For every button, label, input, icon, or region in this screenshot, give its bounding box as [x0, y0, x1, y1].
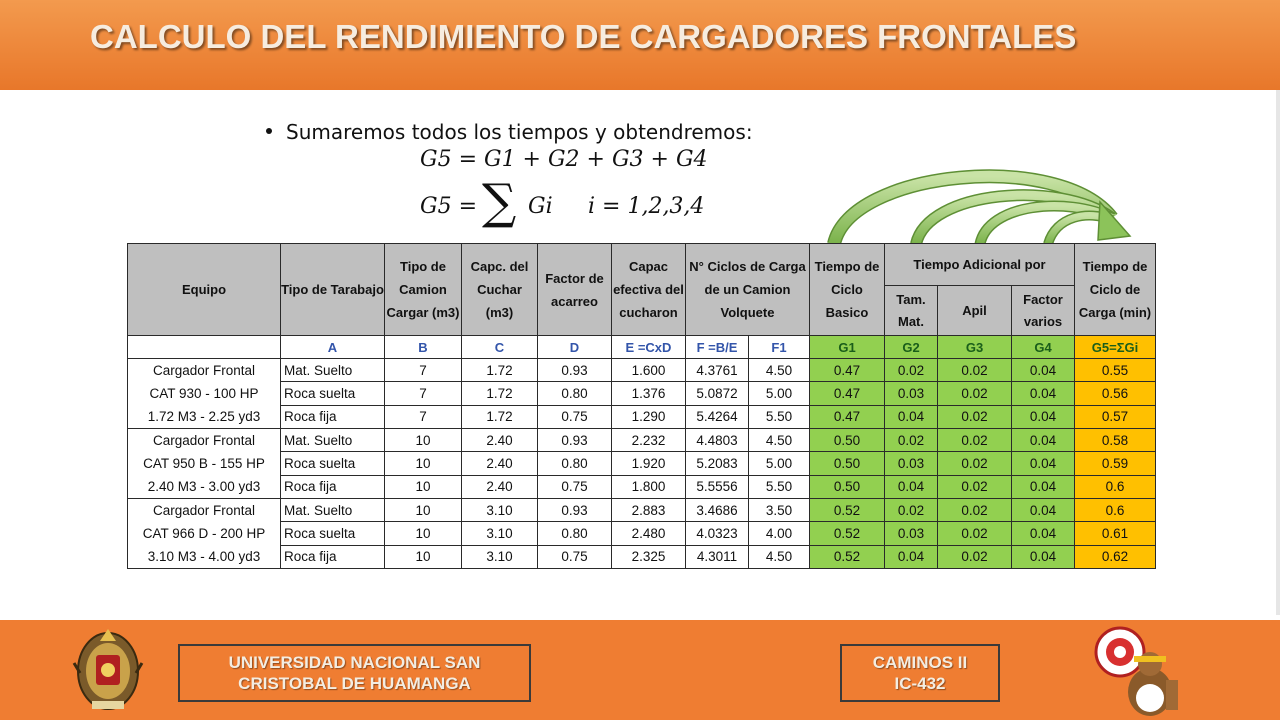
header-tipo-camion: Tipo de Camion Cargar (m3)	[385, 244, 462, 336]
letter-f: F =B/E	[686, 336, 749, 359]
cell: 2.40	[462, 452, 538, 475]
table-row	[128, 452, 1156, 475]
cell: 2.480	[612, 522, 686, 545]
cell: 5.50	[749, 405, 810, 428]
equipment-cell	[128, 499, 281, 569]
cell: 0.04	[1012, 499, 1075, 522]
cell: 2.883	[612, 499, 686, 522]
table-row	[128, 475, 1156, 498]
equipment-line: CAT 966 D - 200 HP	[142, 526, 266, 541]
cell: 0.75	[538, 405, 612, 428]
cell: 4.50	[749, 359, 810, 382]
cell: 7	[385, 405, 462, 428]
cell: 0.52	[810, 499, 885, 522]
cell: 0.62	[1075, 545, 1156, 568]
equipment-line: CAT 930 - 100 HP	[149, 386, 259, 401]
cell: 0.50	[810, 429, 885, 452]
cell: 0.04	[1012, 522, 1075, 545]
equipment-line: 3.10 M3 - 4.00 yd3	[147, 549, 261, 564]
cell: 0.58	[1075, 429, 1156, 452]
letter-c: C	[462, 336, 538, 359]
cell: 0.75	[538, 545, 612, 568]
cell: Roca suelta	[281, 452, 385, 475]
cell: 7	[385, 359, 462, 382]
cell: 0.04	[1012, 429, 1075, 452]
cell: 3.50	[749, 499, 810, 522]
cell: 0.02	[938, 429, 1012, 452]
cell: Roca suelta	[281, 382, 385, 405]
engineering-mascot-icon	[1090, 620, 1185, 720]
cell: 0.50	[810, 452, 885, 475]
cell: 5.50	[749, 475, 810, 498]
cell: 3.10	[462, 499, 538, 522]
cell: 10	[385, 499, 462, 522]
right-edge-strip	[1276, 90, 1280, 615]
cell: 0.02	[938, 545, 1012, 568]
letter-g3: G3	[938, 336, 1012, 359]
bullet-text	[266, 120, 753, 144]
slide-title: CALCULO DEL RENDIMIENTO DE CARGADORES FRONTALES	[90, 18, 1077, 55]
table-row	[128, 359, 1156, 382]
cell: 0.04	[885, 405, 938, 428]
table-row	[128, 429, 1156, 452]
cell: 5.4264	[686, 405, 749, 428]
cell: 0.02	[938, 522, 1012, 545]
cell: Mat. Suelto	[281, 499, 385, 522]
cell: 0.02	[938, 452, 1012, 475]
university-crest-icon	[72, 623, 144, 715]
cell: 5.0872	[686, 382, 749, 405]
course-line1: CAMINOS II	[872, 653, 968, 672]
cell: 5.00	[749, 382, 810, 405]
equipment-line: Cargador Frontal	[152, 363, 256, 378]
equipment-line: CAT 950 B - 155 HP	[143, 456, 265, 471]
cell: 1.72	[462, 359, 538, 382]
cell: 0.52	[810, 522, 885, 545]
cell: 10	[385, 452, 462, 475]
course-line2: IC-432	[894, 674, 946, 693]
cell: 0.02	[938, 405, 1012, 428]
curved-arrows-graphic	[820, 160, 1140, 250]
formula-sum-expanded: G5 = G1 + G2 + G3 + G4	[420, 147, 708, 172]
university-label-box	[178, 644, 531, 702]
cell: 10	[385, 545, 462, 568]
letter-blank	[128, 336, 281, 359]
cell: 4.50	[749, 429, 810, 452]
university-line1: UNIVERSIDAD NACIONAL SAN	[228, 653, 481, 672]
footer-bar	[0, 620, 1280, 720]
equipment-line: 1.72 M3 - 2.25 yd3	[147, 409, 261, 424]
letter-a: A	[281, 336, 385, 359]
cell: 0.6	[1075, 475, 1156, 498]
cell: 0.93	[538, 429, 612, 452]
cell: 0.04	[885, 475, 938, 498]
cell: 2.325	[612, 545, 686, 568]
cell: 3.10	[462, 545, 538, 568]
formula-sum-left: G5 =	[420, 194, 477, 219]
cell: Roca fija	[281, 405, 385, 428]
cell: 0.93	[538, 499, 612, 522]
cell: 0.02	[938, 359, 1012, 382]
cell: 4.50	[749, 545, 810, 568]
cell: 1.800	[612, 475, 686, 498]
bullet-dot-icon	[266, 128, 272, 134]
cell: 0.57	[1075, 405, 1156, 428]
cell: 0.03	[885, 382, 938, 405]
title-bar	[0, 0, 1280, 90]
cell: 0.80	[538, 452, 612, 475]
cell: 0.80	[538, 522, 612, 545]
cell: 2.40	[462, 475, 538, 498]
university-line2: CRISTOBAL DE HUAMANGA	[238, 674, 471, 693]
letter-b: B	[385, 336, 462, 359]
letter-g5: G5=ΣGi	[1075, 336, 1156, 359]
cell: 0.04	[1012, 405, 1075, 428]
equipment-cell	[128, 359, 281, 429]
cell: 0.47	[810, 405, 885, 428]
letter-g1: G1	[810, 336, 885, 359]
cell: 0.04	[1012, 382, 1075, 405]
cell: 7	[385, 382, 462, 405]
cell: 0.04	[1012, 359, 1075, 382]
table-row	[128, 545, 1156, 568]
cell: 0.75	[538, 475, 612, 498]
header-tam-mat: Tam. Mat.	[885, 286, 938, 336]
header-capac-efectiva: Capac efectiva del cucharon	[612, 244, 686, 336]
table-row	[128, 405, 1156, 428]
cell: Mat. Suelto	[281, 359, 385, 382]
cell: 0.04	[1012, 545, 1075, 568]
cell: 0.59	[1075, 452, 1156, 475]
cell: 1.72	[462, 405, 538, 428]
cell: Roca suelta	[281, 522, 385, 545]
table-row	[128, 382, 1156, 405]
letter-f1: F1	[749, 336, 810, 359]
cell: 2.40	[462, 429, 538, 452]
letter-e: E =CxD	[612, 336, 686, 359]
cell: 1.72	[462, 382, 538, 405]
cell: 4.3761	[686, 359, 749, 382]
arrow-head-icon	[1098, 202, 1130, 240]
cell: 0.02	[885, 359, 938, 382]
cell: 0.47	[810, 382, 885, 405]
cell: 10	[385, 475, 462, 498]
cell: 0.47	[810, 359, 885, 382]
header-capc-cuchar: Capc. del Cuchar (m3)	[462, 244, 538, 336]
cell: 3.10	[462, 522, 538, 545]
letter-g2: G2	[885, 336, 938, 359]
bullet-label: Sumaremos todos los tiempos y obtendremos:	[286, 120, 753, 144]
header-ciclos: N° Ciclos de Carga de un Camion Volquete	[686, 244, 810, 336]
cell: 3.4686	[686, 499, 749, 522]
cell: 0.56	[1075, 382, 1156, 405]
cell: 0.93	[538, 359, 612, 382]
cell: Roca fija	[281, 545, 385, 568]
performance-table	[127, 243, 1156, 569]
cell: Roca fija	[281, 475, 385, 498]
cell: 4.3011	[686, 545, 749, 568]
equipment-line: Cargador Frontal	[152, 433, 256, 448]
cell: 1.290	[612, 405, 686, 428]
header-apil: Apil	[938, 286, 1012, 336]
cell: 4.4803	[686, 429, 749, 452]
letter-d: D	[538, 336, 612, 359]
cell: 10	[385, 522, 462, 545]
table-row	[128, 499, 1156, 522]
cell: 0.02	[885, 499, 938, 522]
equipment-cell	[128, 429, 281, 499]
cell: 0.02	[938, 499, 1012, 522]
cell: 1.376	[612, 382, 686, 405]
header-tiempo-adicional: Tiempo Adicional por	[885, 244, 1075, 286]
header-tipo-trabajo: Tipo de Tarabajo	[281, 244, 385, 336]
letter-g4: G4	[1012, 336, 1075, 359]
equipment-line: Cargador Frontal	[152, 503, 256, 518]
cell: 0.04	[1012, 452, 1075, 475]
header-tiempo-carga: Tiempo de Ciclo de Carga (min)	[1075, 244, 1156, 336]
cell: 5.2083	[686, 452, 749, 475]
sigma-icon: ∑	[482, 174, 517, 230]
cell: 4.00	[749, 522, 810, 545]
cell: 0.03	[885, 522, 938, 545]
cell: 0.6	[1075, 499, 1156, 522]
cell: 0.55	[1075, 359, 1156, 382]
cell: 0.52	[810, 545, 885, 568]
table-row	[128, 522, 1156, 545]
cell: 5.5556	[686, 475, 749, 498]
cell: 0.04	[885, 545, 938, 568]
cell: 0.80	[538, 382, 612, 405]
cell: 4.0323	[686, 522, 749, 545]
formula-sum-term: Gi	[528, 194, 553, 219]
cell: 5.00	[749, 452, 810, 475]
cell: 2.232	[612, 429, 686, 452]
cell: 0.03	[885, 452, 938, 475]
cell: 0.02	[938, 475, 1012, 498]
cell: Mat. Suelto	[281, 429, 385, 452]
cell: 0.02	[938, 382, 1012, 405]
cell: 0.61	[1075, 522, 1156, 545]
header-tiempo-basico: Tiempo de Ciclo Basico	[810, 244, 885, 336]
cell: 0.02	[885, 429, 938, 452]
cell: 0.50	[810, 475, 885, 498]
formula-sum-index: i = 1,2,3,4	[588, 194, 705, 219]
header-equipo: Equipo	[128, 244, 281, 336]
equipment-line: 2.40 M3 - 3.00 yd3	[147, 479, 261, 494]
course-label-box	[840, 644, 1000, 702]
cell: 0.04	[1012, 475, 1075, 498]
cell: 1.600	[612, 359, 686, 382]
cell: 1.920	[612, 452, 686, 475]
header-factor-varios: Factor varios	[1012, 286, 1075, 336]
cell: 10	[385, 429, 462, 452]
header-factor-acarreo: Factor de acarreo	[538, 244, 612, 336]
